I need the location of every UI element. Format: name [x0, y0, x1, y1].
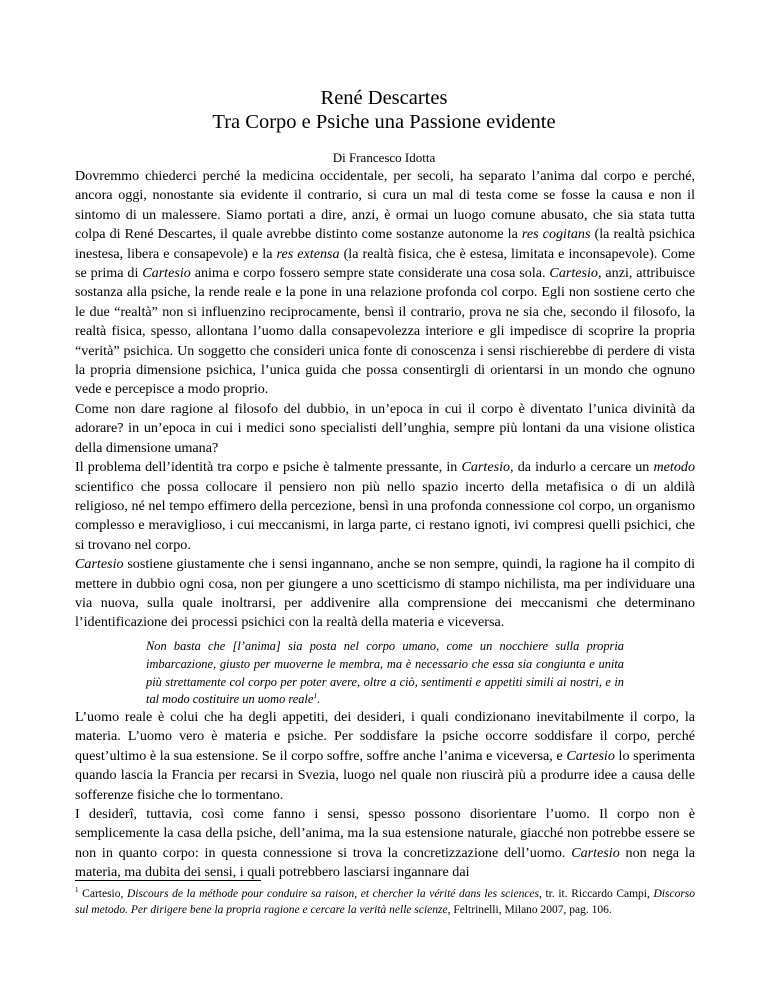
italic-text: Cartesio [549, 265, 598, 282]
quote-end: . [317, 692, 321, 707]
text-run: sostiene giustamente che i sensi ingannano, anche se non sempre, quindi, la ragione ha il compito di mettere in dubbio ogni cosa, non per giungere a uno scetticismo di stampo nichilista, ma per individuare una via nuova, sulla quale inoltrarsi, per addivenire alla comprensione dei meccanismi che determinano l’identificazione dei processi psichici con la realtà della materia e viceversa. [75, 556, 695, 631]
text-run: (la realtà fisica, che è estesa, limitata e inconsapevole). Come se prima di [75, 245, 695, 282]
text-run: Cartesio, [78, 888, 127, 900]
paragraph [75, 805, 695, 883]
quote-text: Non basta che [l’anima] sia posta nel corpo umano, come un nocchiere sulla propria imbarcazione, giusto per muoverne le membra, ma è necessario che essa sia congiunta e unita più strettamente col corpo per poter avere, oltre a ciò, sentimenti e appetiti simili ai nostri, e in tal modo costituire un uomo reale [146, 639, 624, 707]
text-run: non nega la materia, ma dubita dei sensi, i quali potrebbero lasciarsi ingannare dai [75, 844, 695, 881]
italic-text: Cartesio [571, 844, 620, 861]
body-text-part2 [75, 708, 695, 883]
text-run: I desiderî, tuttavia, così come fanno i sensi, spesso possono disorientare l’uomo. Il corpo non è semplicemente la casa della psiche, dell’anima, ma la sua estensione naturale, giacché non potrebbe essere se non in quanto corpo: in questa connessione si trova la concretizzazione dell’uomo. [75, 806, 695, 861]
italic-text: res cogitans [521, 226, 591, 243]
text-run: (la realtà psichica inestesa, libera e consapevole) e la [75, 226, 696, 262]
paragraph [75, 708, 695, 805]
italic-text: Cartesio [75, 556, 124, 573]
footnote [75, 886, 695, 919]
author-line: Di Francesco Idotta [332, 150, 436, 165]
text-run: , da indurlo a cercare un [510, 459, 654, 476]
text-run: Come non dare ragione al filosofo del dubbio, in un’epoca in cui il corpo è diventato l’unica divinità da adorare? in un’epoca in cui i medici sono specialisti dell’unghia, sempre più lontani da una visione olistica della dimensione umana? [75, 400, 695, 456]
text-run: Dovremmo chiederci perché la medicina occidentale, per secoli, ha separato l’anima dal corpo e perché, ancora oggi, nonostante sia evidente il contrario, si cura un mal di testa come se fosse la causa e non il sintomo di un malessere. Siamo portati a dire, anzi, è ormai un luogo comune abusato, che sia stata tutta colpa di René Descartes, il quale avrebbe distinto come sostanze autonome la [75, 168, 695, 243]
italic-text: res extensa [276, 245, 340, 262]
paragraph [75, 458, 695, 555]
text-run: , tr. it. Riccardo Campi, [539, 888, 654, 900]
italic-text: Cartesio [566, 747, 615, 764]
text-run: , anzi, attribuisce sostanza alla psiche, la rende reale e la pone in una relazione profonda col corpo. Egli non sostiene certo che le due “realtà” non si influenzino reciprocamente, bensì il contrario, prova ne sia che, secondo il filosofo, la realtà fisica, spesso, allontana l’uomo dalla consapevolezza interiore e gli impedisce di scoprire la propria “verità” psichica. Un soggetto che consideri unica fonte di conoscenza i sensi rischierebbe di perdere di vista la propria dimensione psichica, l’unica guida che possa consentirgli di orientarsi in un mondo che ognuno vede e percepisce a modo proprio. [75, 265, 695, 398]
block-quote [146, 638, 624, 709]
text-run: scientifico che possa collocare il pensiero non più nello spazio incerto della metafisica o di un aldilà religioso, né nel tempo effimero della percezione, bensì in una profonda connessione col corpo, un organismo complesso e meraviglioso, i cui meccanismi, in larga parte, ci restano ignoti, ivi compresi quelli psichici, che si trovano nel corpo. [75, 478, 695, 553]
footnote-text [75, 888, 695, 916]
paragraph [75, 400, 695, 458]
paragraph [75, 555, 695, 633]
italic-text: Cartesio [461, 459, 511, 476]
italic-text: Discorso sul metodo. Per dirigere bene la propria ragione e cercare la verità nelle scienze [75, 888, 696, 917]
footnote-number: 1 [75, 886, 79, 895]
footnote-separator [75, 880, 261, 881]
document-title: René Descartes [320, 87, 448, 109]
paragraph [75, 167, 695, 400]
text-run: lo sperimenta quando lascia la Francia per recarsi in Svezia, luogo nel quale non riuscirà più a produrre idee a causa delle sofferenze fisiche che lo tormentano. [75, 747, 695, 803]
document-subtitle: Tra Corpo e Psiche una Passione evidente [212, 111, 556, 133]
body-text-part1 [75, 167, 695, 633]
text-run: anima e corpo fossero sempre state considerate una cosa sola. [190, 265, 550, 282]
text-run: Il problema dell’identità tra corpo e psiche è talmente pressante, in [75, 459, 462, 476]
text-run: L’uomo reale è colui che ha degli appetiti, dei desideri, i quali condizionano inevitabilmente il corpo, la materia. L’uomo vero è materia e psiche. Per soddisfare la psiche occorre soddisfare il corpo, perché quest’ultimo è la sua estensione. Se il corpo soffre, soffre anche l’anima e viceversa, e [75, 709, 695, 764]
text-run: , Feltrinelli, Milano 2007, pag. 106. [447, 904, 612, 917]
italic-text: Cartesio [142, 265, 191, 282]
footnote-reference: 1 [313, 691, 318, 701]
italic-text: metodo [653, 459, 695, 476]
italic-text: Discours de la méthode pour conduire sa raison, et chercher la vérité dans les sciences [126, 888, 540, 900]
